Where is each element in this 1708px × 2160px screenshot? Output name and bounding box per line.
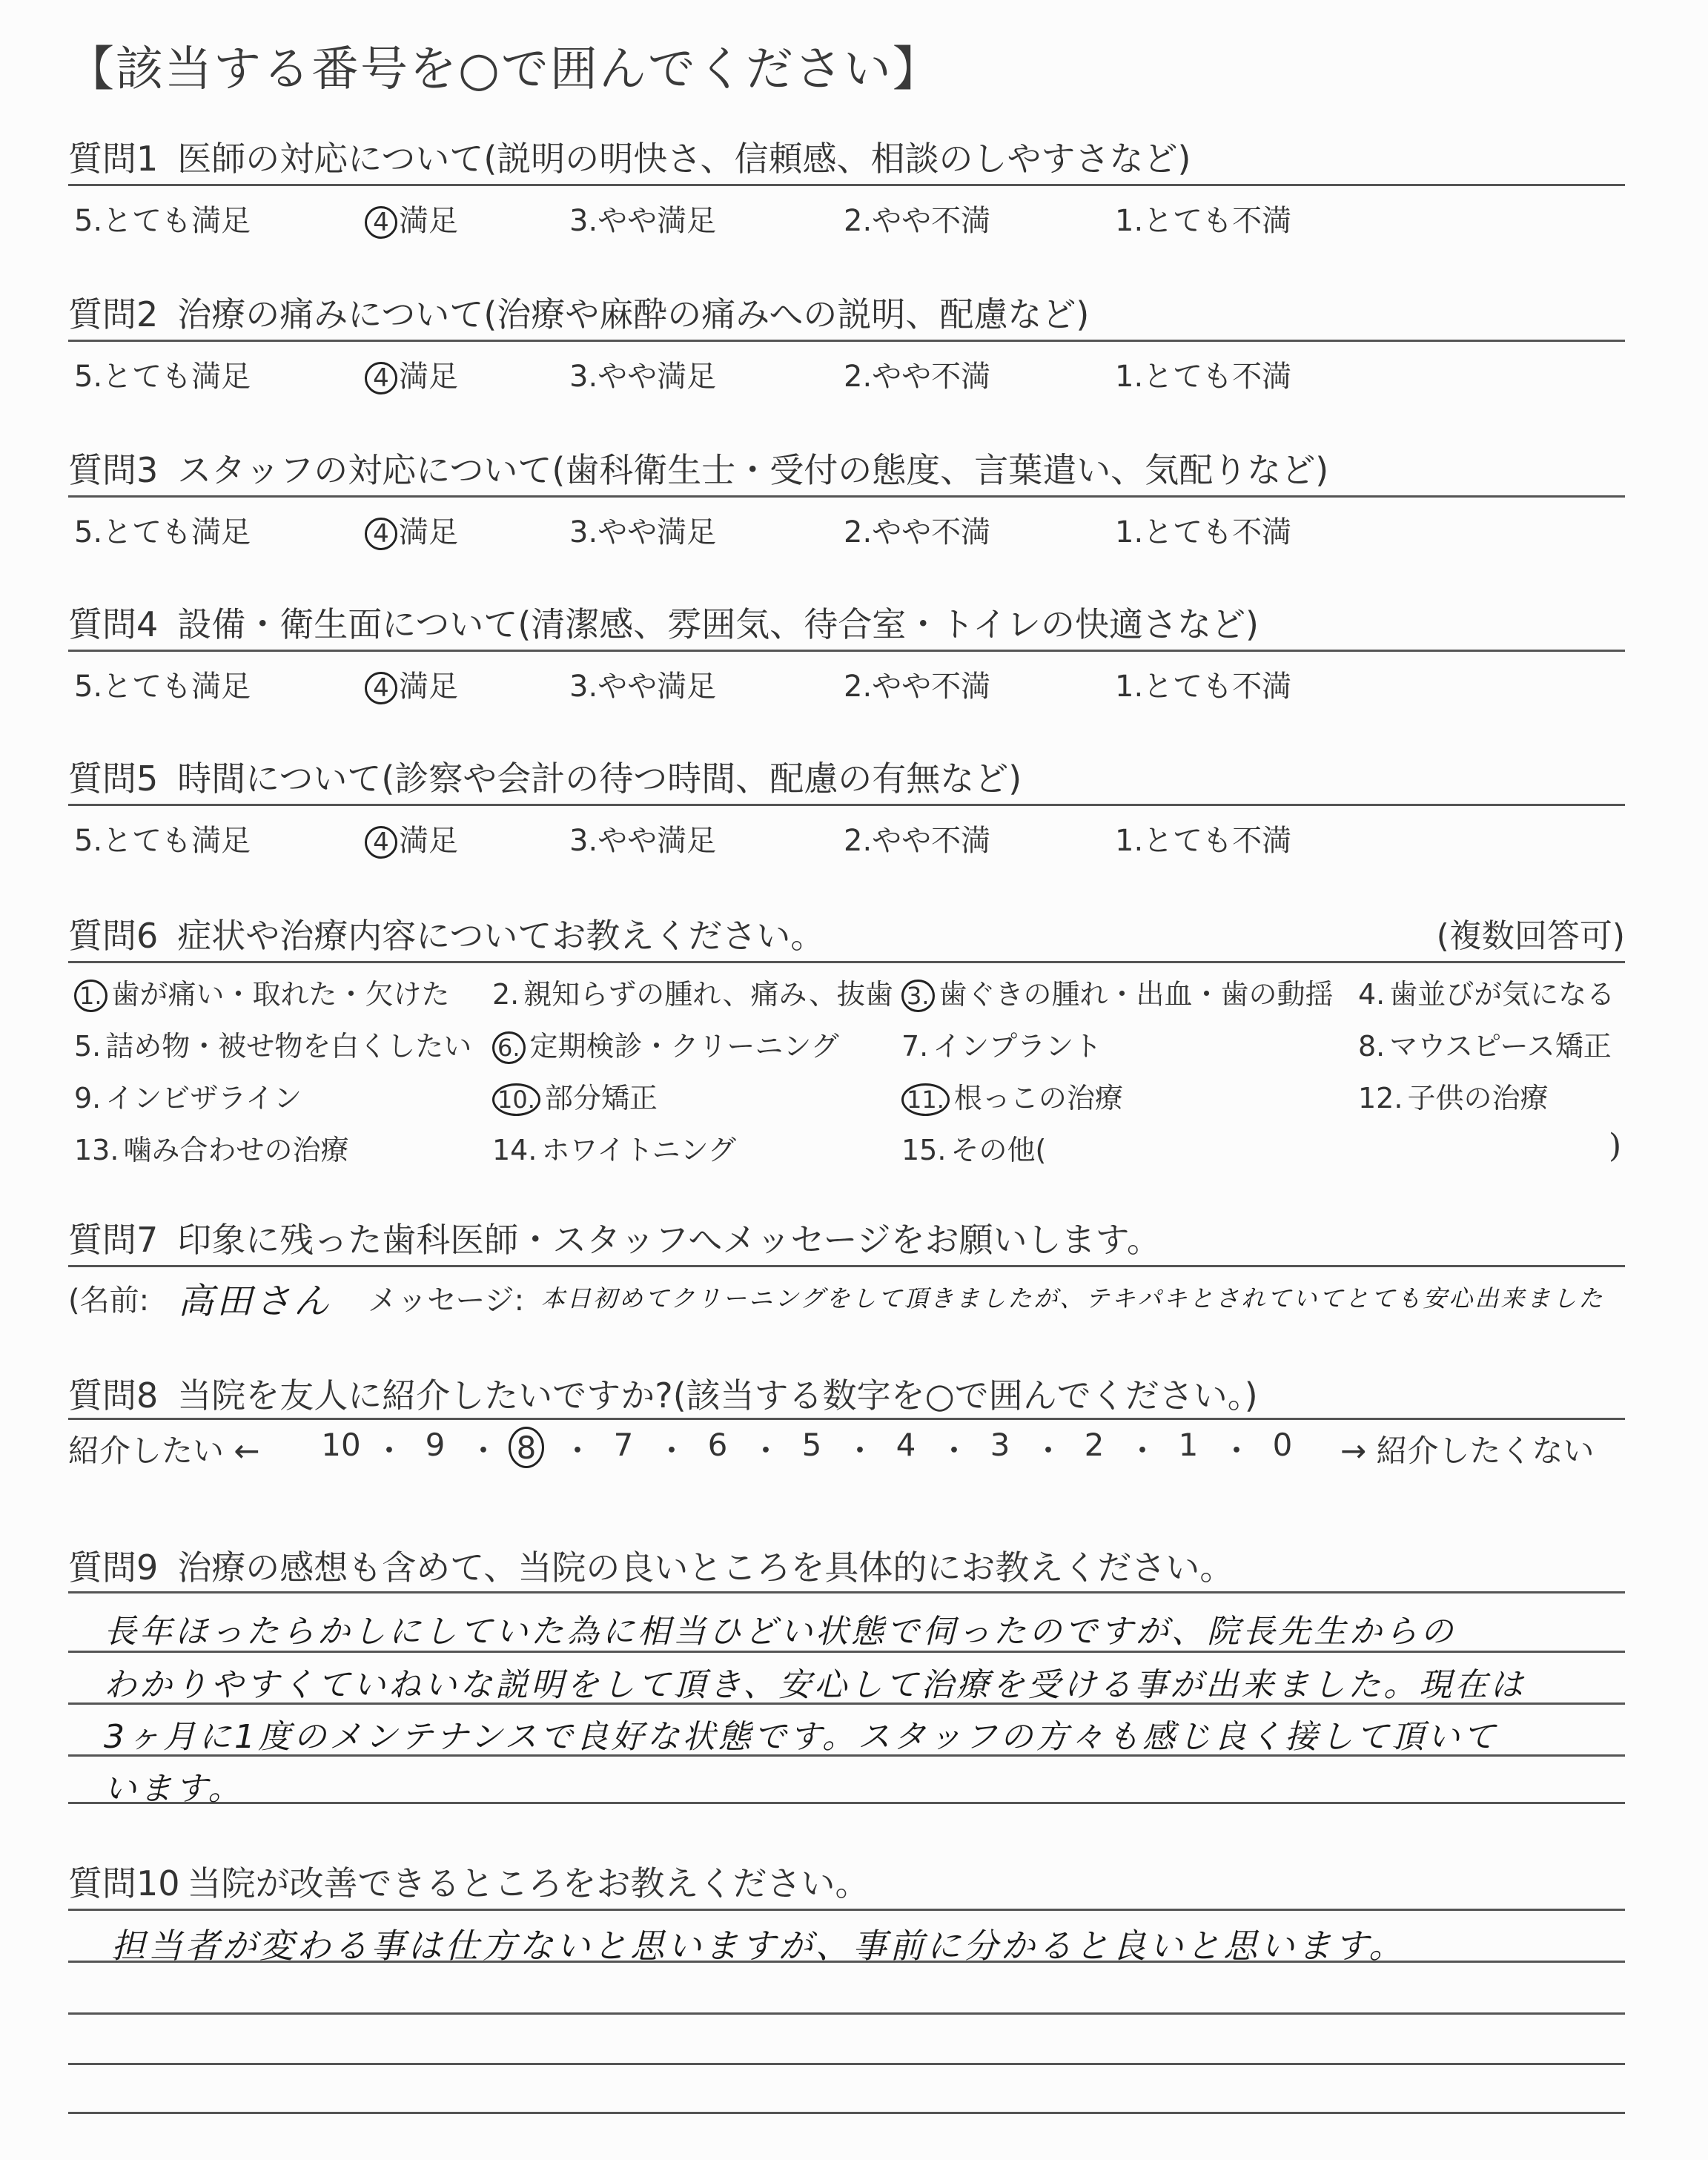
q8-scale-3[interactable]: 3 <box>990 1427 1010 1463</box>
q6-option-label: 歯が痛い・取れた・欠けた <box>111 978 450 1011</box>
q8-rule <box>68 1418 1625 1420</box>
q9-rule-4 <box>68 1802 1625 1804</box>
q6-option-label: 歯ぐきの腫れ・出血・歯の動揺 <box>939 978 1334 1011</box>
q6-option-5[interactable] <box>74 1023 471 1064</box>
q10-rule-2 <box>68 2012 1625 2015</box>
q6-option-number: 11. <box>901 1083 950 1116</box>
q8-scale-separator: ・ <box>750 1433 782 1469</box>
q3-option-1[interactable]: 1.とても不満 <box>1115 515 1292 549</box>
q5-option-1[interactable]: 1.とても不満 <box>1115 824 1292 858</box>
q9-heading <box>68 1541 1234 1590</box>
q8-scale-4[interactable]: 4 <box>896 1427 916 1463</box>
q10-rule-0 <box>68 1909 1625 1911</box>
q2-number: 質問2 <box>68 294 159 334</box>
q2-option-1[interactable]: 1.とても不満 <box>1115 360 1292 394</box>
q6-option-number: 12. <box>1358 1082 1403 1114</box>
q6-option-number: 9. <box>74 1082 102 1114</box>
q8-scale-separator: ・ <box>562 1433 594 1469</box>
q4-option-4-selected[interactable] <box>365 663 458 705</box>
q6-option-number: 8. <box>1358 1030 1386 1063</box>
q5-rule <box>68 804 1625 806</box>
q6-option-11-selected[interactable] <box>901 1075 1123 1116</box>
q4-option-1[interactable]: 1.とても不満 <box>1115 670 1292 704</box>
circled-number: 4 <box>365 672 397 704</box>
q3-option-2[interactable]: 2.やや不満 <box>844 515 991 549</box>
q6-option-12[interactable] <box>1358 1075 1548 1116</box>
q4-text: 設備・衛生面について(清潔感、雰囲気、待合室・トイレの快適さなど) <box>177 604 1259 644</box>
q5-option-4-selected[interactable] <box>365 817 458 859</box>
q8-scale-separator: ・ <box>468 1433 500 1469</box>
q8-scale-0[interactable]: 0 <box>1272 1427 1293 1463</box>
q6-option-13[interactable] <box>74 1127 348 1168</box>
q6-option-number: 7. <box>901 1030 929 1063</box>
q1-option-5[interactable]: 5.とても満足 <box>74 204 251 238</box>
q6-option-label: 親知らずの腫れ、痛み、抜歯 <box>523 978 893 1011</box>
q6-option-7[interactable] <box>901 1023 1102 1064</box>
q6-option-3-selected[interactable] <box>901 971 1334 1012</box>
q10-heading <box>68 1857 870 1906</box>
q7-message-value[interactable]: 本日初めてクリーニングをして頂きましたが、テキパキとされていてとても安心出来ました <box>541 1284 1605 1312</box>
q8-left-label: 紹介したい ← <box>68 1433 260 1469</box>
q6-number: 質問6 <box>68 916 159 956</box>
q7-heading <box>68 1213 1161 1262</box>
q3-option-4-selected[interactable] <box>365 509 458 551</box>
q7-number: 質問7 <box>68 1220 159 1260</box>
q3-options <box>74 509 1334 549</box>
q5-option-5[interactable]: 5.とても満足 <box>74 824 251 858</box>
q5-options <box>74 817 1334 857</box>
q2-rule <box>68 340 1625 342</box>
q9-rule-0 <box>68 1591 1625 1593</box>
q3-option-3[interactable]: 3.やや満足 <box>569 515 717 549</box>
q1-heading <box>68 132 1191 181</box>
q1-rule <box>68 184 1625 186</box>
q7-rule <box>68 1265 1625 1267</box>
q4-option-3[interactable]: 3.やや満足 <box>569 670 717 704</box>
option-label: 満足 <box>399 360 458 394</box>
q5-number: 質問5 <box>68 759 159 799</box>
q6-option-label: 部分矯正 <box>544 1082 658 1114</box>
q5-heading <box>68 752 1022 801</box>
q6-option-6-selected[interactable] <box>492 1023 839 1064</box>
q1-number: 質問1 <box>68 139 159 179</box>
q6-option-1-selected[interactable] <box>74 971 450 1012</box>
q6-option-14[interactable] <box>492 1127 736 1168</box>
q9-number: 質問9 <box>68 1548 159 1588</box>
q1-option-2[interactable]: 2.やや不満 <box>844 204 991 238</box>
q9-answer-line-2[interactable]: わかりやすくていねいな説明をして頂き、安心して治療を受ける事が出来ました。現在は <box>104 1666 1526 1704</box>
q2-option-3[interactable]: 3.やや満足 <box>569 360 717 394</box>
option-label: 満足 <box>399 670 458 704</box>
q7-name-label: (名前: <box>68 1284 150 1318</box>
q6-option-number: 14. <box>492 1134 537 1166</box>
q6-rule <box>68 961 1625 963</box>
q6-option-label: ホワイトニング <box>541 1134 737 1166</box>
q6-option-number: 15. <box>901 1134 947 1166</box>
circled-number: 4 <box>365 518 397 550</box>
q4-options <box>74 663 1334 703</box>
q8-scale-separator: ・ <box>1127 1433 1159 1469</box>
q6-option-number: 4. <box>1358 978 1386 1011</box>
q2-text: 治療の痛みについて(治療や麻酔の痛みへの説明、配慮など) <box>177 294 1090 334</box>
q6-option-number: 1. <box>74 980 107 1012</box>
q9-answer-line-4[interactable]: います。 <box>104 1770 244 1808</box>
q2-option-5[interactable]: 5.とても満足 <box>74 360 251 394</box>
q8-scale-9[interactable]: 9 <box>425 1427 446 1463</box>
q6-other-close-paren: ) <box>1609 1127 1622 1165</box>
q4-option-2[interactable]: 2.やや不満 <box>844 670 991 704</box>
q6-option-label: 噛み合わせの治療 <box>123 1134 349 1166</box>
q6-option-label: インプラント <box>933 1030 1102 1063</box>
circled-number: 4 <box>365 362 397 394</box>
q8-right-label: → 紹介したくない <box>1340 1433 1595 1469</box>
q3-heading <box>68 443 1328 492</box>
option-label: 満足 <box>399 204 458 238</box>
q6-option-number: 13. <box>74 1134 119 1166</box>
q6-option-number: 6. <box>492 1031 526 1064</box>
q2-options <box>74 353 1334 393</box>
q8-scale-7[interactable]: 7 <box>613 1427 634 1463</box>
q7-name-value[interactable]: 高田さん <box>178 1281 333 1322</box>
q6-option-number: 2. <box>492 978 520 1011</box>
q6-option-8[interactable] <box>1358 1023 1612 1064</box>
q6-option-label: インビザライン <box>105 1082 302 1114</box>
q8-scale-separator: ・ <box>844 1433 876 1469</box>
q1-option-1[interactable]: 1.とても不満 <box>1115 204 1292 238</box>
q6-option-4[interactable] <box>1358 971 1615 1012</box>
q6-option-label: 子供の治療 <box>1407 1082 1549 1114</box>
q9-text: 治療の感想も含めて、当院の良いところを具体的にお教えください。 <box>177 1548 1234 1588</box>
q8-scale-1[interactable]: 1 <box>1178 1427 1199 1463</box>
q1-option-4-selected[interactable] <box>365 197 458 240</box>
q8-scale-5[interactable]: 5 <box>801 1427 822 1463</box>
q10-text: 当院が改善できるところをお教えください。 <box>187 1863 870 1903</box>
q4-rule <box>68 650 1625 652</box>
q2-heading <box>68 288 1089 337</box>
circled-number: 4 <box>365 826 397 859</box>
q10-answer-line-1[interactable]: 担当者が変わる事は仕方ないと思いますが、事前に分かると良いと思います。 <box>111 1926 1406 1966</box>
option-label: 満足 <box>399 515 458 549</box>
q8-number: 質問8 <box>68 1375 159 1416</box>
q9-answer-line-3[interactable]: 3ヶ月に1度のメンテナンスで良好な状態です。スタッフの方々も感じ良く接して頂いて <box>104 1718 1498 1756</box>
q3-rule <box>68 495 1625 498</box>
q10-rule-3 <box>68 2063 1625 2065</box>
q8-scale-separator: ・ <box>1221 1433 1253 1469</box>
q8-text: 当院を友人に紹介したいですか?(該当する数字を○で囲んでください。) <box>177 1375 1258 1416</box>
q8-scale-2[interactable]: 2 <box>1084 1427 1105 1463</box>
q1-option-3[interactable]: 3.やや満足 <box>569 204 717 238</box>
q3-option-5[interactable]: 5.とても満足 <box>74 515 251 549</box>
q8-scale-8-selected[interactable]: 8 <box>509 1427 544 1468</box>
q4-number: 質問4 <box>68 604 159 644</box>
q6-option-label: 定期検診・クリーニング <box>529 1030 839 1063</box>
q7-text: 印象に残った歯科医師・スタッフへメッセージをお願いします。 <box>177 1220 1161 1260</box>
q9-answer-line-1[interactable]: 長年ほったらかしにしていた為に相当ひどい状態で伺ったのですが、院長先生からの <box>104 1613 1456 1651</box>
q6-option-2[interactable] <box>492 971 893 1012</box>
q6-option-10-selected[interactable] <box>492 1075 658 1116</box>
q10-number: 質問10 <box>68 1863 180 1903</box>
q5-option-2[interactable]: 2.やや不満 <box>844 824 991 858</box>
q6-option-label: その他( <box>950 1134 1047 1166</box>
q5-option-3[interactable]: 3.やや満足 <box>569 824 717 858</box>
q8-scale-separator: ・ <box>939 1433 970 1469</box>
q8-scale-separator: ・ <box>1033 1433 1065 1469</box>
q4-option-5[interactable]: 5.とても満足 <box>74 670 251 704</box>
q6-option-label: 根っこの治療 <box>953 1082 1123 1114</box>
q8-scale-10[interactable]: 10 <box>321 1427 361 1463</box>
q6-option-number: 3. <box>901 980 935 1012</box>
q8-heading <box>68 1369 1258 1418</box>
q6-option-label: 詰め物・被せ物を白くしたい <box>105 1030 472 1063</box>
q6-text: 症状や治療内容についてお教えください。 <box>177 916 825 956</box>
q4-heading <box>68 598 1259 647</box>
q3-text: スタッフの対応について(歯科衛生士・受付の態度、言葉遣い、気配りなど) <box>177 450 1329 490</box>
q3-number: 質問3 <box>68 450 159 490</box>
option-label: 満足 <box>399 824 458 858</box>
q6-multiple-note: (複数回答可) <box>1436 917 1625 955</box>
q6-option-number: 10. <box>492 1083 540 1116</box>
q1-options <box>74 197 1334 237</box>
q6-option-label: マウスピース矯正 <box>1389 1030 1612 1063</box>
q8-scale-separator: ・ <box>374 1433 406 1469</box>
q6-heading <box>68 909 824 958</box>
q10-rule-4 <box>68 2112 1625 2114</box>
q1-text: 医師の対応について(説明の明快さ、信頼感、相談のしやすさなど) <box>177 139 1191 179</box>
q6-option-9[interactable] <box>74 1075 302 1116</box>
q6-option-15[interactable] <box>901 1127 1046 1168</box>
q6-option-number: 5. <box>74 1030 102 1063</box>
q8-scale-6[interactable]: 6 <box>707 1427 728 1463</box>
q8-scale-separator: ・ <box>656 1433 688 1469</box>
q5-text: 時間について(診察や会計の待つ時間、配慮の有無など) <box>177 759 1022 799</box>
circled-number: 4 <box>365 206 397 239</box>
instruction-title: 【該当する番号を○で囲んでください】 <box>67 42 941 97</box>
q7-message-label: メッセージ: <box>368 1284 525 1318</box>
q2-option-2[interactable]: 2.やや不満 <box>844 360 991 394</box>
q8-scale <box>68 1427 1625 1471</box>
q6-option-label: 歯並びが気になる <box>1389 978 1615 1011</box>
q2-option-4-selected[interactable] <box>365 353 458 395</box>
